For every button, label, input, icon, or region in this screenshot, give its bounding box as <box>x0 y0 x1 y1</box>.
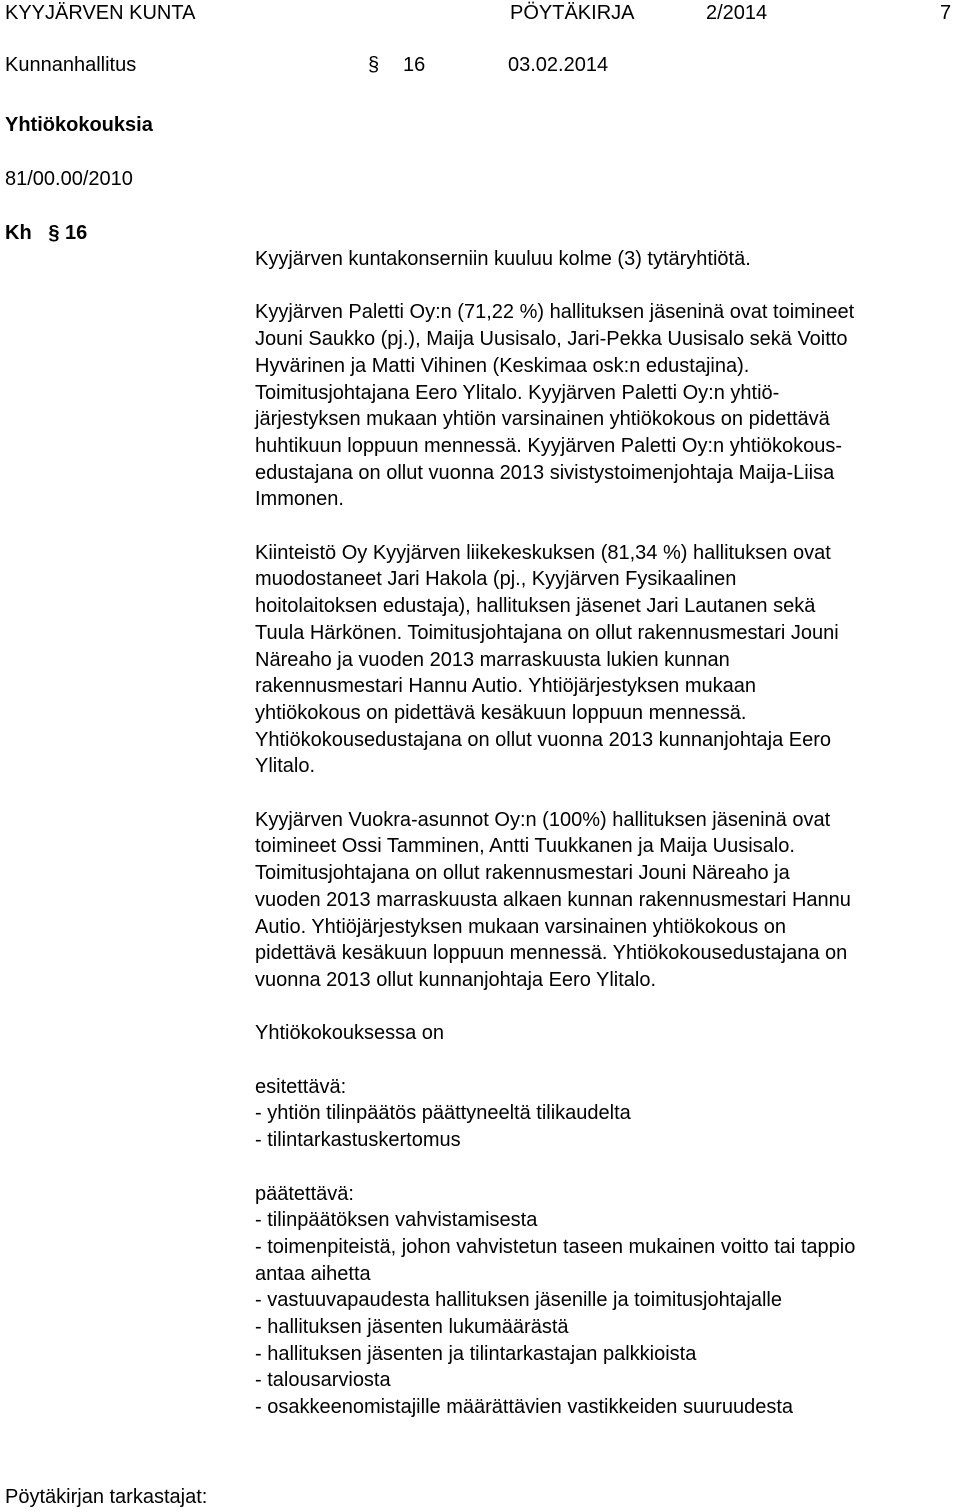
presented-label: esitettävä: <box>255 1075 347 1098</box>
list-item: - hallituksen jäsenten lukumäärästä <box>255 1316 569 1339</box>
text-line: vuonna 2013 ollut kunnanjohtaja Eero Ylitalo. <box>255 968 657 991</box>
text-line: Autio. Yhtiöjärjestyksen mukaan varsinainen yhtiökokous on <box>255 915 787 938</box>
text-line: järjestyksen mukaan yhtiön varsinainen yhtiökokous on pidettävä <box>255 408 830 431</box>
text-line: huhtikuun loppuun mennessä. Kyyjärven Paletti Oy:n yhtiökokous- <box>255 434 843 457</box>
list-item: antaa aihetta <box>255 1262 371 1285</box>
presented-list <box>255 1100 955 1153</box>
text-line: Kyyjärven Vuokra-asunnot Oy:n (100%) hallituksen jäseninä ovat <box>255 808 831 831</box>
list-item: - vastuuvapaudesta hallituksen jäsenille ja toimitusjohtajalle <box>255 1289 782 1312</box>
section-reference <box>5 220 87 247</box>
section-number: 16 <box>403 54 426 76</box>
diary-number: 81/00.00/2010 <box>5 168 133 190</box>
list-item: - osakkeenomistajille määrättävien vastikkeiden suuruudesta <box>255 1396 794 1419</box>
body-name: Kunnanhallitus <box>5 54 137 76</box>
text-line: yhtiökokous on pidettävä kesäkuun loppuun mennessä. <box>255 701 747 724</box>
section-symbol: § <box>368 54 380 76</box>
list-item: - tilintarkastuskertomus <box>255 1129 461 1152</box>
document-number: 2/2014 <box>706 2 768 24</box>
text-line: Immonen. <box>255 488 344 511</box>
text-line: Ylitalo. <box>255 755 316 778</box>
text-line: Toimitusjohtajana Eero Ylitalo. Kyyjärven Paletti Oy:n yhtiö- <box>255 381 780 404</box>
list-item: - hallituksen jäsenten ja tilintarkastajan palkkioista <box>255 1342 697 1365</box>
text-line: hoitolaitoksen edustaja), hallituksen jäsenet Jari Lautanen sekä <box>255 595 816 618</box>
list-item: - talousarviosta <box>255 1369 391 1392</box>
text-line: vuoden 2013 marraskuusta alkaen kunnan rakennusmestari Hannu <box>255 888 851 911</box>
text-line: Tuula Härkönen. Toimitusjohtajana on ollut rakennusmestari Jouni <box>255 621 839 644</box>
meeting-date: 03.02.2014 <box>508 54 609 76</box>
minutes-body <box>255 246 955 1421</box>
document-type: PÖYTÄKIRJA <box>510 2 635 24</box>
decided-list <box>255 1207 955 1421</box>
list-item: - tilinpäätöksen vahvistamisesta <box>255 1209 538 1232</box>
list-item: - toimenpiteistä, johon vahvistetun taseen mukainen voitto tai tappio <box>255 1235 856 1258</box>
text-line: rakennusmestari Hannu Autio. Yhtiöjärjestyksen mukaan <box>255 675 757 698</box>
liikekeskus-paragraph <box>255 540 955 780</box>
list-item: - yhtiön tilinpäätös päättyneeltä tilikaudelta <box>255 1102 631 1125</box>
municipality-name: KYYJÄRVEN KUNTA <box>5 2 196 24</box>
text-line: toimineet Ossi Tamminen, Antti Tuukkanen ja Maija Uusisalo. <box>255 835 795 858</box>
section-reference-number: 16 <box>65 222 88 244</box>
text-line: muodostaneet Jari Hakola (pj., Kyyjärven Fysikaalinen <box>255 568 737 591</box>
intro-paragraph: Kyyjärven kuntakonserniin kuuluu kolme (3) tytäryhtiötä. <box>255 248 751 270</box>
decided-label: päätettävä: <box>255 1182 354 1205</box>
item-title: Yhtiökokouksia <box>5 114 153 136</box>
vuokra-asunnot-paragraph <box>255 807 955 994</box>
section-reference-prefix: Kh <box>5 222 32 244</box>
meeting-intro: Yhtiökokouksessa on <box>255 1022 445 1045</box>
text-line: edustajana on ollut vuonna 2013 sivistystoimenjohtaja Maija-Liisa <box>255 461 835 484</box>
page-number: 7 <box>940 2 952 24</box>
text-line: Hyvärinen ja Matti Vihinen (Keskimaa osk:n edustajina). <box>255 354 750 377</box>
text-line: Näreaho ja vuoden 2013 marraskuusta lukien kunnan <box>255 648 730 671</box>
reviewers-label: Pöytäkirjan tarkastajat: <box>5 1486 208 1508</box>
text-line: Jouni Saukko (pj.), Maija Uusisalo, Jari-Pekka Uusisalo sekä Voitto <box>255 328 848 351</box>
text-line: pidettävä kesäkuun loppuun mennessä. Yhtiökokousedustajana on <box>255 942 848 965</box>
section-reference-symbol: § <box>48 222 60 244</box>
text-line: Kiinteistö Oy Kyyjärven liikekeskuksen (81,34 %) hallituksen ovat <box>255 541 831 564</box>
text-line: Yhtiökokousedustajana on ollut vuonna 2013 kunnanjohtaja Eero <box>255 728 831 751</box>
text-line: Toimitusjohtajana on ollut rakennusmestari Jouni Näreaho ja <box>255 862 790 885</box>
text-line: Kyyjärven Paletti Oy:n (71,22 %) hallituksen jäseninä ovat toimineet <box>255 301 855 324</box>
paletti-paragraph <box>255 299 955 513</box>
